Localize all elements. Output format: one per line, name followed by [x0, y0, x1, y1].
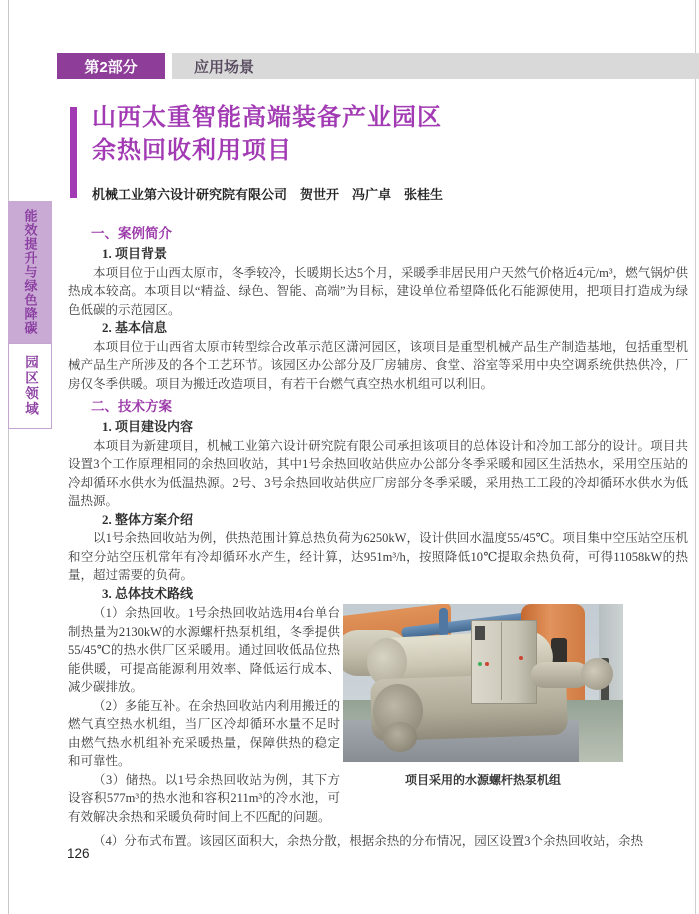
page-edge-right [695, 0, 696, 914]
two-column-block [68, 604, 688, 826]
section-heading-1: 一、案例简介 [91, 226, 172, 241]
subheading-2-1: 1. 项目建设内容 [102, 419, 194, 434]
article-authors: 机械工业第六设计研究院有限公司 贺世开 冯广卓 张桂生 [92, 187, 444, 202]
photo-indicator-green [478, 662, 482, 666]
photo-indicator-red [485, 662, 489, 666]
paragraph-basic-info: 本项目位于山西省太原市转型综合改革示范区潇河园区，该项目是重型机械产品生产制造基地，包括重型机械产品生产所涉及的各个工艺环节。该园区办公部分及厂房辅房、食堂、浴室等采用中央空调系统供热供冷，厂房仅冬季供暖。项目为搬迁改造项目，有若干台燃气真空热水机组可以利旧。 [68, 339, 688, 391]
page-number: 126 [67, 846, 90, 861]
sidebar-tab-field [8, 343, 52, 429]
chapter-bar-label: 应用场景 [194, 58, 255, 76]
left-text-column [68, 604, 340, 826]
chapter-bar [172, 53, 699, 79]
photo-pipe-end-cap [581, 658, 613, 690]
title-accent-bar [70, 107, 77, 198]
sidebar-tab-category-label: 能效提升与绿色降碳 [22, 209, 38, 335]
equipment-photo [343, 604, 623, 762]
subheading-1-1: 1. 项目背景 [102, 246, 168, 261]
article-body [68, 225, 688, 851]
paragraph-item-2: （2）多能互补。在余热回收站内利用搬迁的燃气真空热水机组，当厂区冷却循环水量不足时由燃气热水机组补充采暖热量，保障供热的稳定和可靠性。 [68, 698, 340, 768]
sidebar-tab-field-label: 园区领域 [23, 355, 38, 417]
photo-valve [551, 638, 567, 664]
article-title [92, 101, 652, 167]
paragraph-item-4: （4）分布式布置。该园区面积大，余热分散，根据余热的分布情况，园区设置3个余热回收站，余热 [93, 834, 644, 848]
photo-body-end-cap-lower [383, 722, 417, 752]
part-badge-label: 第2部分 [84, 58, 138, 76]
subheading-1-2: 2. 基本信息 [102, 320, 168, 335]
photo-cabinet-label [475, 626, 485, 640]
subheading-2-3: 3. 总体技术路线 [102, 585, 194, 601]
part-badge [57, 53, 165, 79]
photo-cabinet-door-seam [501, 622, 502, 700]
article-title-line1: 山西太重智能高端装备产业园区 [92, 104, 442, 131]
section-heading-2: 二、技术方案 [91, 399, 172, 414]
paragraph-item-1: （1）余热回收。1号余热回收站选用4台单台制热量为2130kW的水源螺杆热泵机组，冬季提供55/45℃的热水供厂区采暖用。通过回收低品位热能供暖，可提高能源利用效率、降低运行成本、减少碳排放。 [68, 606, 340, 694]
paragraph-item-3: （3）储热。以1号余热回收站为例，其下方设容积577m³的热水池和容积211m³的冷水池，可有效解决余热和采暖负荷时间上不匹配的问题。 [68, 772, 340, 824]
figure-caption: 项目采用的水源螺杆热泵机组 [404, 773, 561, 787]
subheading-2-2: 2. 整体方案介绍 [102, 511, 194, 527]
sidebar-tab-category [8, 201, 52, 343]
page-edge-left [8, 0, 9, 914]
paragraph-construction-content: 本项目为新建项目，机械工业第六设计研究院有限公司承担该项目的总体设计和冷加工部分的设计。项目共设置3个工作原理相同的余热回收站，其中1号余热回收站供应办公部分冬季采暖和园区生活热水，采用空压站的冷却循环水供水为低温热源。2号、3号余热回收站供应厂房部分冬季采暖，采用热工工段的冷却循环水供水为低温热源。 [68, 438, 688, 508]
photo-indicator-red-2 [519, 656, 523, 660]
paragraph-project-background: 本项目位于山西太原市，冬季较冷，长暖期长达5个月，采暖季非居民用户天然气价格近4元/m³，燃气锅炉供热成本较高。本项目以“精益、绿色、智能、高端”为目标，建设单位希望降低化石能源使用，把项目打造成为绿色低碳的示范园区。 [68, 265, 688, 317]
article-title-line2: 余热回收利用项目 [92, 137, 292, 164]
paragraph-overall-scheme: 以1号余热回收站为例，供热范围计算总热负荷为6250kW，设计供回水温度55/45℃。项目集中空压站空压机和空分站空压机常年有冷却循环水产生，经计算，达951m³/h，按照降低10℃提取余热负荷，可得11058kW的热量，超过需要的负荷。 [68, 531, 688, 582]
figure-column [343, 604, 623, 826]
